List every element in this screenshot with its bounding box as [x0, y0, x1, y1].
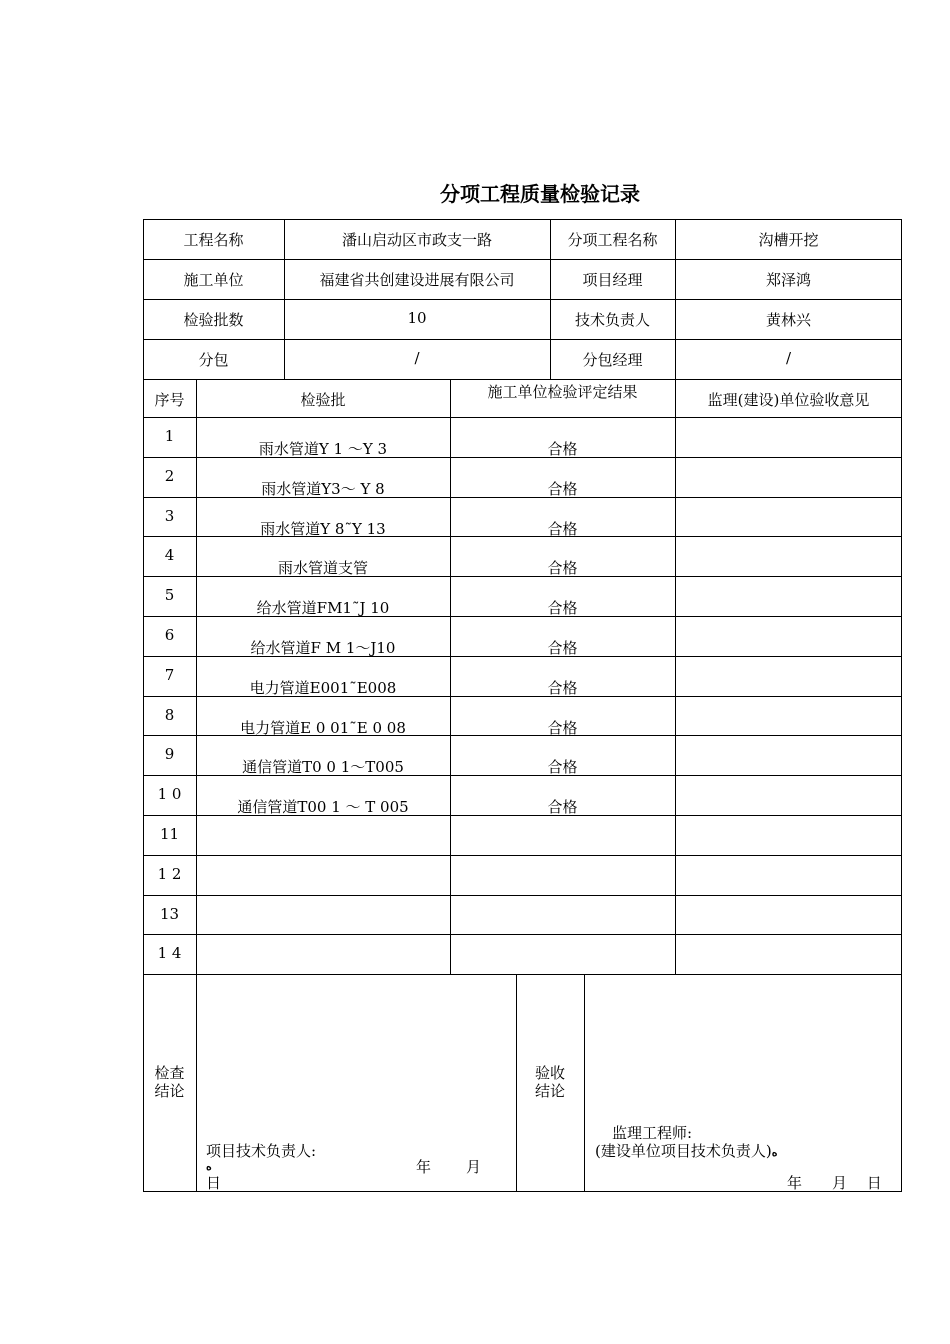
row-result: 合格 [547, 798, 578, 816]
row-divider [143, 974, 902, 975]
accept-signer-line-1: 监理工程师: [612, 1124, 693, 1142]
row-number: 4 [164, 546, 175, 564]
row-result: 合格 [547, 599, 578, 617]
row-batch: 雨水管道Y 1 ～Y 3 [258, 440, 388, 458]
check-signer-label: 项目技术负责人: [206, 1142, 317, 1160]
row-divider [143, 379, 902, 380]
row-batch: 雨水管道支管 [277, 559, 368, 577]
accept-date: 年 月 日 [787, 1174, 882, 1192]
check-label-line-2: 结论 [154, 1082, 185, 1100]
accept-label-line-1: 验收 [534, 1064, 565, 1082]
subcontract-label: 分包 [198, 351, 229, 369]
check-label-line-1: 检查 [154, 1064, 185, 1082]
header-batch: 检验批 [300, 391, 346, 409]
row-result: 合格 [547, 480, 578, 498]
header-opinion: 监理(建设)单位验收意见 [707, 391, 870, 409]
batch-count-label: 检验批数 [183, 311, 244, 329]
row-number: 13 [159, 905, 180, 923]
signature-mark: ه [771, 1146, 778, 1159]
project-name-value: 潘山启动区市政支一路 [341, 231, 492, 249]
manager-label: 项目经理 [582, 271, 643, 289]
batch-count-value: 10 [407, 309, 427, 327]
row-number: 8 [164, 706, 175, 724]
row-batch: 雨水管道Y3～ Y 8 [261, 480, 385, 498]
subitem-name-label: 分项工程名称 [567, 231, 658, 249]
row-result: 合格 [547, 679, 578, 697]
row-result: 合格 [547, 639, 578, 657]
row-number: 1 4 [157, 944, 182, 962]
column-divider [196, 379, 197, 1191]
row-number: 1 [164, 427, 175, 445]
row-number: 1 0 [157, 785, 182, 803]
check-conclusion-label [143, 1064, 196, 1100]
row-number: 11 [159, 825, 180, 843]
row-divider [143, 934, 902, 935]
row-divider [143, 855, 902, 856]
row-number: 2 [164, 467, 175, 485]
builder-label: 施工单位 [183, 271, 244, 289]
header-no: 序号 [154, 391, 185, 409]
row-batch: 给水管道F M 1～J10 [250, 639, 396, 657]
row-batch: 通信管道T00 1 ～ T 005 [237, 798, 409, 816]
sub-manager-value: / [785, 349, 792, 367]
row-divider [143, 339, 902, 340]
table-border-top [143, 219, 902, 220]
row-divider [143, 259, 902, 260]
row-result: 合格 [547, 520, 578, 538]
row-batch: 雨水管道Y 8˜Y 13 [260, 520, 386, 538]
row-batch: 给水管道FM1˜J 10 [256, 599, 390, 617]
row-number: 6 [164, 626, 175, 644]
column-divider [675, 379, 676, 975]
column-divider [584, 975, 585, 1191]
check-date-year: 年 [416, 1158, 432, 1176]
row-batch: 通信管道T0 0 1～T005 [242, 758, 404, 776]
builder-value: 福建省共创建设进展有限公司 [319, 271, 515, 289]
row-batch: 电力管道E 0 01˜E 0 08 [240, 719, 406, 737]
inspection-record-table [143, 219, 902, 1192]
row-result: 合格 [547, 440, 578, 458]
row-result: 合格 [547, 719, 578, 737]
project-name-label: 工程名称 [183, 231, 244, 249]
accept-conclusion-label [516, 1064, 584, 1100]
accept-signer-line-2 [595, 1140, 777, 1161]
tech-lead-label: 技术负责人 [574, 311, 650, 329]
row-result: 合格 [547, 559, 578, 577]
accept-signer-text: (建设单位项目技术负责人) [595, 1142, 772, 1160]
row-number: 5 [164, 586, 175, 604]
row-divider [143, 417, 902, 418]
accept-label-line-2: 结论 [534, 1082, 565, 1100]
row-batch: 电力管道E001˜E008 [249, 679, 397, 697]
check-date-day: 日 [206, 1174, 222, 1192]
page-title: 分项工程质量检验记录 [440, 182, 640, 206]
row-number: 3 [164, 507, 175, 525]
subitem-name-value: 沟槽开挖 [758, 231, 819, 249]
row-divider [143, 895, 902, 896]
header-result: 施工单位检验评定结果 [487, 383, 638, 401]
row-result: 合格 [547, 758, 578, 776]
sub-manager-label: 分包经理 [582, 351, 643, 369]
row-number: 1 2 [157, 865, 182, 883]
row-number: 7 [164, 666, 175, 684]
subcontract-value: / [414, 349, 420, 367]
row-number: 9 [164, 745, 175, 763]
signature-mark: ه [206, 1160, 212, 1173]
manager-value: 郑泽鸿 [765, 271, 811, 289]
tech-lead-value: 黄林兴 [765, 311, 811, 329]
check-date-month: 月 [466, 1158, 482, 1176]
row-divider [143, 299, 902, 300]
